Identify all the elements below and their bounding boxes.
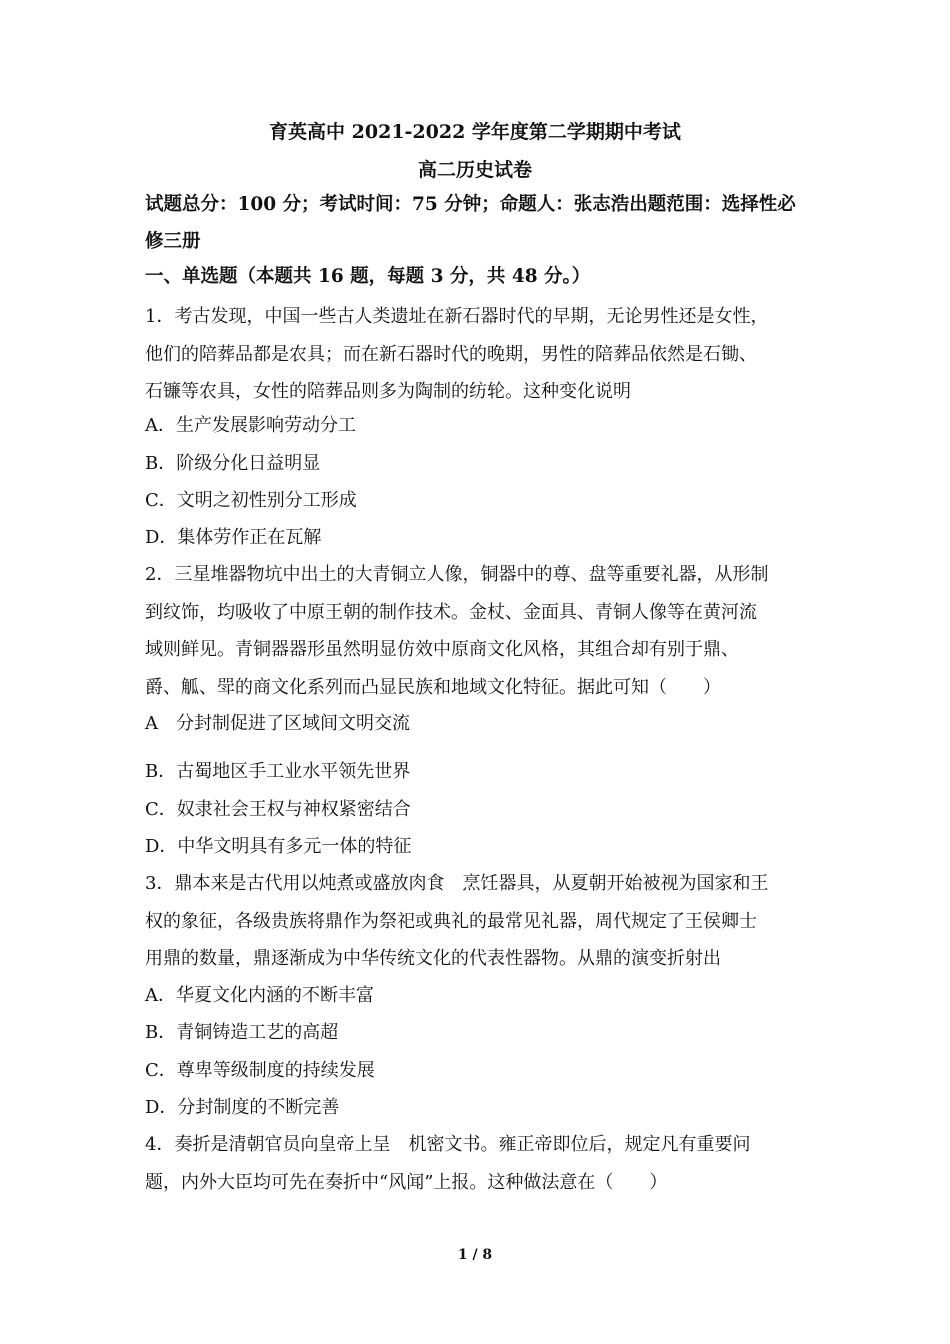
question-line: 题，内外大臣均可先在奏折中“风闻”上报。这种做法意在（ ）: [145, 1171, 668, 1193]
exam-subtitle: 高二历史试卷: [417, 159, 532, 181]
question-line: 4．奏折是清朝官员向皇帝上呈 机密文书。雍正帝即位后，规定凡有重要问: [145, 1134, 751, 1155]
question-2-option-b: B．古蜀地区手工业水平领先世界: [145, 761, 411, 782]
question-3-option-a: A．华夏文化内涵的不断丰富: [145, 985, 374, 1006]
question-line: 域则鲜见。青铜器器形虽然明显仿效中原商文化风格，其组合却有别于鼎、: [145, 639, 739, 660]
question-line: 爵、觚、斝的商文化系列而凸显民族和地域文化特征。据此可知（ ）: [145, 676, 721, 698]
question-1-option-a: A．生产发展影响劳动分工: [145, 415, 356, 436]
page-number: 1 / 8: [457, 1247, 493, 1263]
exam-info-line: 修三册: [145, 231, 201, 252]
question-3-stem: [145, 865, 810, 978]
question-line: 2．三星堆器物坑中出土的大青铜立人像，铜器中的尊、盘等重要礼器，从形制: [145, 564, 769, 585]
question-line: 用鼎的数量，鼎逐渐成为中华传统文化的代表性器物。从鼎的演变折射出: [145, 948, 721, 969]
question-3-option-c: C．尊卑等级制度的持续发展: [145, 1060, 375, 1081]
question-line: 权的象征，各级贵族将鼎作为祭祀或典礼的最常见礼器，周代规定了王侯卿士: [145, 910, 757, 932]
question-line: 到纹饰，均吸收了中原王朝的制作技术。金杖、金面具、青铜人像等在黄河流: [145, 601, 757, 623]
question-1-option-d: D．集体劳作正在瓦解: [145, 527, 322, 548]
question-2-option-d: D．中华文明具有多元一体的特征: [145, 836, 412, 857]
exam-info: [145, 186, 810, 260]
question-1-option-b: B．阶级分化日益明显: [145, 453, 321, 474]
question-line: 1．考古发现，中国一些古人类遗址在新石器时代的早期，无论男性还是女性，: [145, 306, 769, 327]
question-2-option-c: C．奴隶社会王权与神权紧密结合: [145, 799, 411, 820]
question-line: 石镰等农具，女性的陪葬品则多为陶制的纺轮。这种变化说明: [145, 381, 631, 402]
question-1-stem: [145, 298, 810, 411]
question-2-option-a: A 分封制促进了区域间文明交流: [145, 713, 410, 734]
question-3-option-b: B．青铜铸造工艺的高超: [145, 1022, 339, 1043]
question-line: 3．鼎本来是古代用以炖煮或盛放肉食 烹饪器具，从夏朝开始被视为国家和王: [145, 873, 769, 894]
exam-info-line: 试题总分：100 分；考试时间：75 分钟；命题人：张志浩出题范围：选择性必: [145, 194, 796, 215]
question-4-stem: [145, 1126, 810, 1201]
question-3-option-d: D．分封制度的不断完善: [145, 1097, 340, 1118]
question-1-option-c: C．文明之初性别分工形成: [145, 490, 357, 511]
question-2-stem: [145, 556, 810, 706]
exam-title: 育英高中 2021-2022 学年度第二学期期中考试: [269, 121, 681, 143]
section-title: 一、单选题（本题共 16 题，每题 3 分，共 48 分。）: [145, 266, 591, 287]
question-line: 他们的陪葬品都是农具；而在新石器时代的晚期，男性的陪葬品依然是石锄、: [145, 343, 757, 365]
